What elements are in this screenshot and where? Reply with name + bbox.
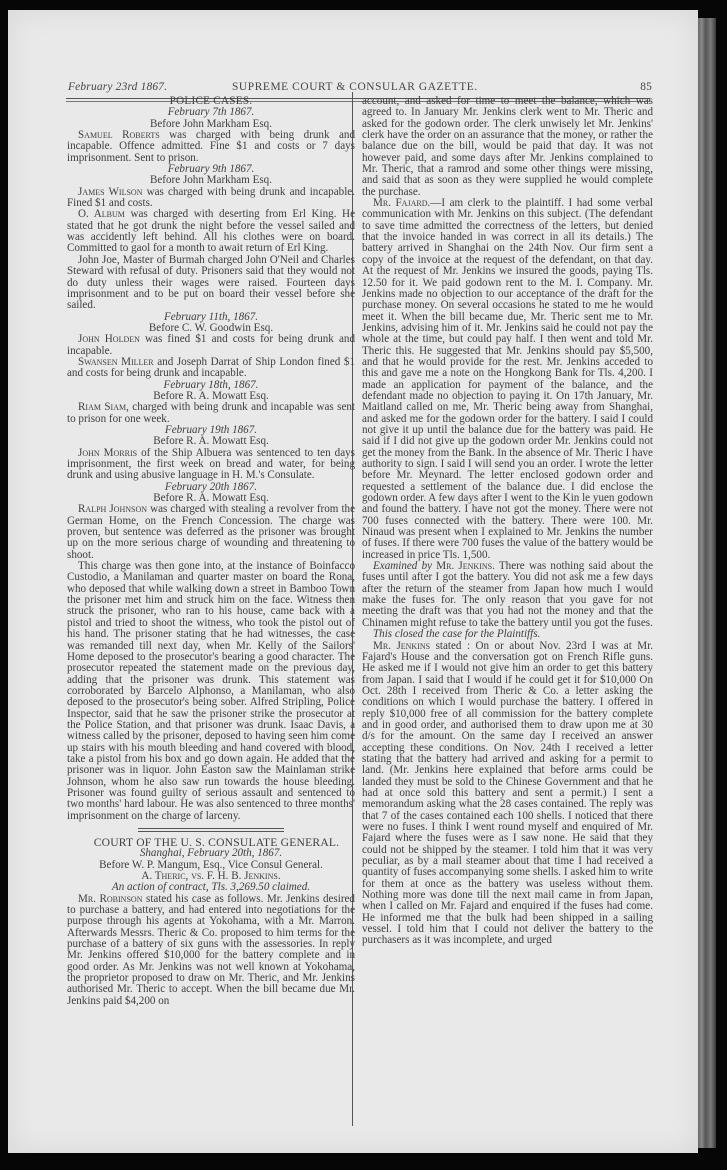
- testimony-paragraph: [362, 96, 653, 198]
- speaker-name: Mr. Jenkins: [373, 639, 431, 652]
- consulate-court-title: COURT OF THE U. S. CONSULATE GENERAL.: [93, 836, 340, 849]
- defendant-name: James Wilson: [78, 185, 143, 198]
- defendant-name: Samuel Roberts: [78, 129, 160, 142]
- examination-lead: Examined by: [373, 560, 437, 573]
- testimony-text: This closed the case for the Plaintiffs.: [373, 628, 541, 641]
- defendant-name: Riam Siam: [78, 401, 127, 414]
- case-text: was charged with being drunk and incapable. Offence admitted. Fine $1 and costs or 7 days imprisonment. Sent to prison.: [67, 129, 355, 164]
- case-paragraph: [67, 209, 355, 254]
- testimony-paragraph: [362, 641, 653, 947]
- case-paragraph: [67, 357, 355, 380]
- consulate-place-date: Shanghai, February 20th, 1867.: [139, 847, 283, 860]
- case-magistrate: Before R. A. Mowatt Esq.: [153, 492, 269, 505]
- case-date: February 11th, 1867.: [163, 310, 259, 323]
- defendant-name: John Morris: [78, 446, 138, 459]
- case-date: February 18th, 1867.: [163, 378, 259, 391]
- testimony-text: —I am clerk to the plaintiff. I had some verbal communication with Mr. Jenkins on this subject. (The defendant to save time admitted the correctness of the letters, but denied that the invoice handed in was correct in all its details.) The battery arrived in Shanghai on the 24th Nov. Our firm sent a copy of the invoice at the request of the defendant, on that day. At the request of Mr. Jenkins we insured the goods, paying Tls. 12.50 for it. We paid godown rent to the M. I. Company. Mr. Jenkins made no objection to our acceptance of the draft for the purchase money. On several occasions he stated to me he would meet it. When the bill became due, Mr. Theric sent me to Mr. Jenkins, advising him of it. Mr. Jenkins said he could not pay the whole at the time, but could pay half. I then went and told Mr. Theric this. He suggested that Mr. Jenkins should pay $5,500, and that he would provide for the rest. Mr. Jenkins acceded to this and gave me a note on the Hongkong Bank for Tls. 4,200. I made an application for payment of the balance, and the defendant made no objection to paying it. On 17th January, Mr. Maitland called on me, Mr. Theric being away from Shanghai, and asked me for the godown order for the battery. I said I could not give it up until the balance due for the battery was paid. He said if I did not give up the godown order Mr. Jenkins could not get the money from the Bank. In the absence of Mr. Theric I have authority to sign. I said I will send you an order. I wrote the letter before Mr. Meynard. The letter enclosed godown order and requested a settlement of the balance due. I did enclose the godown order. A few days after I went to the Kin le yuen godown and found the battery. I have not got the money. There were not 700 fuses connected with the battery. There were 100. Mr. Ninaud was present when I explained to Mr. Jenkins the number of fuses. If there were 700 fuses the value of the battery would be increased in price Tls. 1,500.: [362, 197, 653, 561]
- defendant-name: Ralph Johnson: [78, 503, 148, 516]
- case-parties: A. Theric, vs. F. H. B. Jenkins.: [141, 870, 281, 883]
- case-paragraph: [67, 504, 355, 561]
- case-magistrate: Before C. W. Goodwin Esq.: [148, 321, 274, 334]
- case-text: This charge was then gone into, at the instance of Boinfacco Custodio, a Manilaman and quarter master on board the Rona, who deposed that while walking down a street in Bamboo Town the prisoner met him and struck him on the face. Witness then struck the prisoner, who ran to his house, came back with a pistol and tried to shoot the witness, who took the pistol out of his hand. The prisoner stating that he had witnesses, the case was remanded till next day, when Mr. Kelly of the Sailors' Home deposed to the prosecutor's bearing a good character. The prosecutor repeated the statement made on the previous day, adding that the prisoner was drunk. This statement was corroborated by Barcelo Alphonso, a Manilaman, who also deposed to the prosecutor's being sober. Alfred Stripling, Police Inspector, said that he saw the prisoner strike the prosecutor at the Police Station, and that prisoner was drunk. Isaac Davis, a witness called by the prisoner, deposed to having seen him come up stairs with his mouth bleeding and hand covered with blood, take a pistol from his box and go down again. He added that the prisoner was in liquor. John Easton saw the Mainlaman strike Johnson, whom he also saw run towards the house bleeding. Prisoner was found guilty of serious assault and sentenced to two months' hard labour. He was also sentenced to three months' imprisonment on the charge of larceny.: [67, 560, 355, 822]
- case-magistrate: Before R. A. Mowatt Esq.: [153, 389, 269, 402]
- gazette-page: [8, 10, 698, 1153]
- testimony-text: There was nothing said about the fuses until after I got the battery. You did not ask me a few days after the return of the steamer from Japan how much I would make the fuses for. The only reason that you gave for not meeting the draft was that you had not the money and that the Chinamen might refuse to take the battery until you got the fuses.: [362, 560, 653, 629]
- right-column: [362, 96, 653, 947]
- case-paragraph: [67, 448, 355, 482]
- left-column: [67, 96, 355, 1007]
- speaker-name: Mr. Fajard.: [373, 197, 431, 210]
- case-magistrate: Before R. A. Mowatt Esq.: [153, 435, 269, 448]
- testimony-paragraph: [362, 198, 653, 561]
- defendant-name: O. Album: [78, 208, 125, 221]
- publication-title: SUPREME COURT & CONSULAR GAZETTE.: [232, 81, 478, 93]
- case-paragraph: [67, 561, 355, 822]
- defendant-name: John Holden: [78, 333, 140, 346]
- case-date: February 19th 1867.: [164, 423, 258, 436]
- police-cases-list: [67, 107, 355, 822]
- speaker-name: Mr. Robinson: [78, 892, 143, 905]
- consulate-before: Before W. P. Mangum, Esq., Vice Consul General.: [99, 858, 323, 871]
- case-paragraph: [67, 402, 355, 425]
- running-header: [68, 81, 658, 95]
- page-number: 85: [640, 81, 652, 93]
- statement-text: stated his case as follows. Mr. Jenkins desired to purchase a battery, and had entered into negotiations for the purpose through his agents at Yokohama, with a Mr. Marron. Afterwards Messrs. Theric & Co. proposed to him terms for the purchase of a battery of six guns with the assessories. In reply Mr. Jenkins offered $10,000 for the battery complete and in good order. As Mr. Jenkins was not well known at Yokohama, the proprietor proposed to draw on Mr. Theric, and Mr. Jenkins authorised Mr. Theric to accept. When the bill became due Mr. Jenkins paid $4,200 on: [67, 892, 355, 1007]
- case-text: was charged with deserting from Erl King. He stated that he got drunk the night before the vessel sailed and was accidently left behind. All his clothes were on board. Committed to gaol for a month to await return of Erl King.: [67, 208, 355, 255]
- testimony-text: account, and asked for time to meet the balance, which was agreed to. In January Mr. Jenkins clerk went to Mr. Theric and asked for the godown order. The clerk unwisely let Mr. Jenkins' clerk have the order on an assurance that the money, or rather the balance due on the bill, would be paid that day. It was not however paid, and some days after Mr. Jenkins complained to Mr. Theric, that a ramrod and some other things were missing, and said that as soon as they were supplied he would complete the purchase.: [362, 95, 653, 198]
- case-text: John Joe, Master of Burmah charged John O'Neil and Charles Steward with refusal of duty. Prisoners said that they would not do duty unless their wages were raised. Fourteen days imprisonment and to be put on board their vessel before she sailed.: [67, 253, 355, 312]
- case-action: An action of contract, Tls. 3,269.50 claimed.: [111, 881, 311, 894]
- case-magistrate: Before John Markham Esq.: [149, 117, 272, 130]
- header-date: February 23rd 1867.: [68, 81, 168, 93]
- case-paragraph: [67, 130, 355, 164]
- testimony-paragraph: [362, 561, 653, 629]
- case-text: of the Ship Albuera was sentenced to ten days imprisonment, the first week on bread and water, for being drunk and using abusive language in H. M.'s Consulate.: [67, 446, 355, 482]
- case-paragraph: [67, 187, 355, 210]
- case-text: was charged with being drunk and incapable. Fined $1 and costs.: [67, 185, 355, 210]
- speaker-name: Mr. Jenkins.: [436, 560, 495, 573]
- case-paragraph: [67, 255, 355, 312]
- case-text: and Joseph Darrat of Ship London fined $1 and costs for being drunk and incapable.: [67, 355, 355, 380]
- case-date: February 20th 1867.: [164, 480, 258, 493]
- section-separator: [138, 828, 284, 832]
- case-text: was charged with stealing a revolver from the German Home, on the French Concession. The charge was proven, but sentence was deferred as the prisoner was brought up on the more serious charge of wounding and threatening to shoot.: [67, 503, 356, 561]
- case-text: , charged with being drunk and incapable was sent to prison for one week.: [67, 401, 356, 425]
- opening-statement: [67, 894, 355, 1007]
- case-text: was fined $1 and costs for being drunk and incapable.: [67, 333, 355, 357]
- defendant-name: Swansen Miller: [78, 355, 154, 368]
- case-date: February 7th 1867.: [167, 106, 255, 119]
- section-title-police-cases: POLICE CASES.: [169, 95, 253, 107]
- case-magistrate: Before John Markham Esq.: [149, 174, 272, 187]
- case-paragraph: [67, 334, 355, 357]
- testimony-text: stated : On or about Nov. 23rd I was at Mr. Fajard's House and the conversation got on French Rifle guns. He asked me if I would not give him an order to get this battery from Japan. I said that I would if he could get it for $10,000 On Oct. 28th I received from Theric & Co. a letter asking the conditions on which I would purchase the battery. I offered in reply $10,000 free of all commission for the battery complete and in good order, and authorised them to draw upon me at 30 d/s for the amount. On the same day I received an answer accepting these conditions. On Nov. 24th I received a letter stating that the battery had arrived and asking for a permit to land. (Mr. Jenkins here explained that before arms could be landed they must be sold to the Chinese Government and that he had at once sold this battery and sent a permit.) I sent a memorandum asking what the 28 cases contained. The reply was that 7 of the cases contained each 100 shells. I noticed that there were no fuses. I think I went round myself and enquired of Mr. Fajard where the fuses were as I saw none. He said that they could not be shipped by the steamer. I told him that it was very peculiar, as by a mail steamer about that time I had received a quantity of fuses accompanying some shells. I asked him to write for them at once as the battery was useless without them. Nothing more was done till the next mail came in from Japan, when I called on Mr. Fajard and enquired if the fuses had come. He informed me that the bulk had been shipped in a sailing vessel. I told him that I could not deliver the battery to the purchasers as it was incomplete, and urged: [362, 639, 653, 947]
- case-date: February 9th 1867.: [167, 163, 255, 176]
